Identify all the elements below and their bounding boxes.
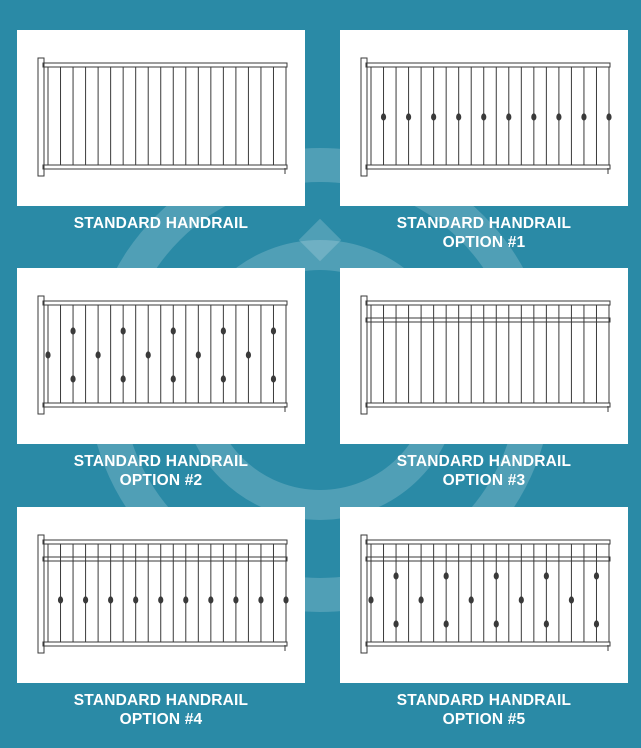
top-rail: [43, 63, 287, 67]
option-caption: [340, 214, 628, 252]
caption-line-2: OPTION #4: [119, 711, 203, 728]
option-caption: [17, 214, 305, 233]
collar: [419, 596, 424, 603]
collar: [83, 596, 88, 603]
top-rail-lower: [43, 557, 287, 561]
collar: [121, 327, 126, 334]
collar: [146, 351, 151, 358]
collar: [481, 113, 486, 120]
collar: [494, 572, 499, 579]
railing-illustration: [17, 268, 305, 444]
caption-line-2: OPTION #5: [442, 711, 526, 728]
collar: [569, 596, 574, 603]
bottom-rail: [43, 642, 287, 646]
collar: [158, 596, 163, 603]
collar: [121, 375, 126, 382]
post: [361, 296, 367, 414]
railing-illustration: [17, 30, 305, 206]
collar: [406, 113, 411, 120]
collar: [258, 596, 263, 603]
post: [38, 296, 44, 414]
collar: [544, 620, 549, 627]
collar: [196, 351, 201, 358]
option-card-4: [17, 507, 305, 729]
collar: [271, 375, 276, 382]
option-caption: [17, 452, 305, 490]
collar: [606, 113, 611, 120]
top-rail: [43, 540, 287, 544]
option-caption: [340, 691, 628, 729]
collar: [70, 375, 75, 382]
option-card-2: [17, 268, 305, 490]
caption-line-2: OPTION #1: [442, 234, 526, 251]
collar: [171, 327, 176, 334]
caption-line-1: STANDARD HANDRAIL: [73, 453, 249, 470]
collar: [393, 572, 398, 579]
option-card-5: [340, 507, 628, 729]
collar: [96, 351, 101, 358]
collar: [133, 596, 138, 603]
option-caption: [340, 452, 628, 490]
collar: [594, 572, 599, 579]
railing-illustration: [17, 507, 305, 683]
option-card-3: [340, 268, 628, 490]
collar: [183, 596, 188, 603]
collar: [368, 596, 373, 603]
collar: [58, 596, 63, 603]
post: [361, 535, 367, 653]
post: [38, 535, 44, 653]
collar: [45, 351, 50, 358]
collar: [70, 327, 75, 334]
collar: [381, 113, 386, 120]
caption-line-1: STANDARD HANDRAIL: [396, 692, 572, 709]
collar: [221, 375, 226, 382]
top-rail: [366, 540, 610, 544]
post: [38, 58, 44, 176]
collar: [271, 327, 276, 334]
caption-line-1: STANDARD HANDRAIL: [73, 692, 249, 709]
top-rail-lower: [366, 318, 610, 322]
collar: [108, 596, 113, 603]
collar: [556, 113, 561, 120]
bottom-rail: [366, 642, 610, 646]
collar: [531, 113, 536, 120]
bottom-rail: [366, 403, 610, 407]
collar: [581, 113, 586, 120]
collar: [444, 572, 449, 579]
option-card-standard: [17, 30, 305, 233]
bottom-rail: [43, 165, 287, 169]
collar: [519, 596, 524, 603]
caption-line-2: OPTION #2: [119, 472, 203, 489]
caption-line-1: STANDARD HANDRAIL: [73, 215, 249, 232]
option-caption: [17, 691, 305, 729]
collar: [469, 596, 474, 603]
railing-illustration: [340, 507, 628, 683]
collar: [393, 620, 398, 627]
collar: [221, 327, 226, 334]
railing-illustration: [340, 30, 628, 206]
bottom-rail: [43, 403, 287, 407]
collar: [233, 596, 238, 603]
post: [361, 58, 367, 176]
top-rail-lower: [366, 557, 610, 561]
collar: [494, 620, 499, 627]
collar: [283, 596, 288, 603]
option-card-1: [340, 30, 628, 252]
railing-illustration: [340, 268, 628, 444]
collar: [544, 572, 549, 579]
collar: [431, 113, 436, 120]
top-rail: [366, 301, 610, 305]
collar: [456, 113, 461, 120]
caption-line-1: STANDARD HANDRAIL: [396, 453, 572, 470]
collar: [171, 375, 176, 382]
caption-line-1: STANDARD HANDRAIL: [396, 215, 572, 232]
collar: [444, 620, 449, 627]
collar: [208, 596, 213, 603]
top-rail: [43, 301, 287, 305]
collar: [246, 351, 251, 358]
collar: [506, 113, 511, 120]
top-rail: [366, 63, 610, 67]
caption-line-2: OPTION #3: [442, 472, 526, 489]
bottom-rail: [366, 165, 610, 169]
collar: [594, 620, 599, 627]
